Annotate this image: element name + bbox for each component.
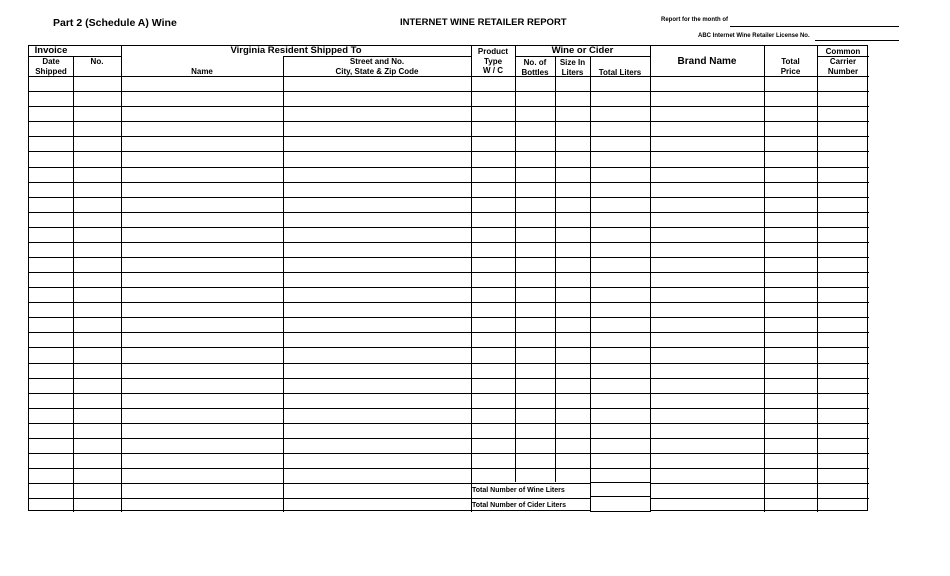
schedule-table	[28, 45, 868, 511]
type-header-bottom: W / C	[483, 66, 503, 75]
carrier-header-top: Carrier	[829, 57, 857, 66]
col-divider	[121, 46, 122, 512]
invoice-header-divider	[29, 56, 121, 57]
header-bottom-rule	[29, 76, 869, 77]
row-rule	[29, 182, 869, 183]
row-rule	[29, 347, 869, 348]
street-header-top: Street and No.	[349, 57, 405, 66]
report-title: INTERNET WINE RETAILER REPORT	[400, 17, 567, 28]
row-rule	[29, 317, 869, 318]
carrier-header-bottom: Number	[827, 67, 859, 76]
row-rule	[29, 167, 869, 168]
cider-total-label: Total Number of Cider Liters	[472, 502, 566, 509]
license-field[interactable]	[815, 40, 899, 41]
license-label: ABC Internet Wine Retailer License No.	[698, 33, 810, 39]
row-rule	[29, 242, 869, 243]
col-divider	[515, 46, 516, 482]
row-rule	[29, 212, 869, 213]
row-rule	[29, 151, 869, 152]
common-header-divider	[817, 56, 869, 57]
street-header-bottom: City, State & Zip Code	[335, 67, 419, 76]
wine-header-divider	[515, 56, 650, 57]
brand-name-header: Brand Name	[677, 56, 737, 67]
col-divider	[73, 56, 74, 512]
type-header-top: Type	[483, 57, 503, 66]
row-rule	[29, 227, 869, 228]
bottles-header-top: No. of	[523, 58, 547, 67]
name-header: Name	[191, 67, 213, 76]
row-rule	[29, 91, 869, 92]
row-rule	[29, 423, 869, 424]
row-rule	[29, 136, 869, 137]
street-header-divider	[283, 56, 471, 57]
row-rule	[29, 408, 869, 409]
row-rule	[29, 257, 869, 258]
col-divider	[283, 56, 284, 512]
row-rule	[29, 498, 869, 499]
row-rule	[29, 468, 869, 469]
row-rule	[29, 302, 869, 303]
row-rule	[29, 287, 869, 288]
size-header-bottom: Liters	[561, 68, 584, 77]
price-header-bottom: Price	[780, 67, 801, 76]
form-title: Part 2 (Schedule A) Wine	[53, 17, 177, 29]
row-rule	[29, 378, 869, 379]
row-rule	[29, 438, 869, 439]
wine-total-label: Total Number of Wine Liters	[472, 487, 565, 494]
totals-box-divider	[590, 496, 651, 497]
invoice-no-header: No.	[90, 57, 104, 66]
total-liters-header: Total Liters	[598, 68, 642, 77]
row-rule	[29, 483, 869, 484]
col-divider	[817, 46, 818, 512]
size-header-top: Size In	[559, 58, 586, 67]
row-rule	[29, 332, 869, 333]
row-rule	[29, 197, 869, 198]
row-rule	[29, 121, 869, 122]
wine-or-cider-header: Wine or Cider	[551, 45, 614, 56]
col-divider	[764, 46, 765, 512]
bottles-header-bottom: Bottles	[521, 68, 549, 77]
col-divider	[650, 46, 651, 512]
col-divider	[590, 56, 591, 482]
row-rule	[29, 272, 869, 273]
price-header-top: Total	[781, 57, 800, 66]
row-rule	[29, 393, 869, 394]
date-header-bottom: Shipped	[35, 67, 67, 76]
totals-box[interactable]	[590, 482, 651, 512]
col-divider	[471, 46, 472, 512]
month-label: Report for the month of	[661, 17, 728, 23]
date-header-top: Date	[42, 57, 60, 66]
invoice-group-header: Invoice	[34, 45, 68, 56]
common-header: Common	[825, 47, 861, 56]
product-header: Product	[477, 47, 509, 56]
month-field[interactable]	[730, 26, 899, 27]
row-rule	[29, 106, 869, 107]
col-divider	[555, 56, 556, 482]
row-rule	[29, 453, 869, 454]
resident-group-header: Virginia Resident Shipped To	[230, 45, 362, 56]
row-rule	[29, 363, 869, 364]
